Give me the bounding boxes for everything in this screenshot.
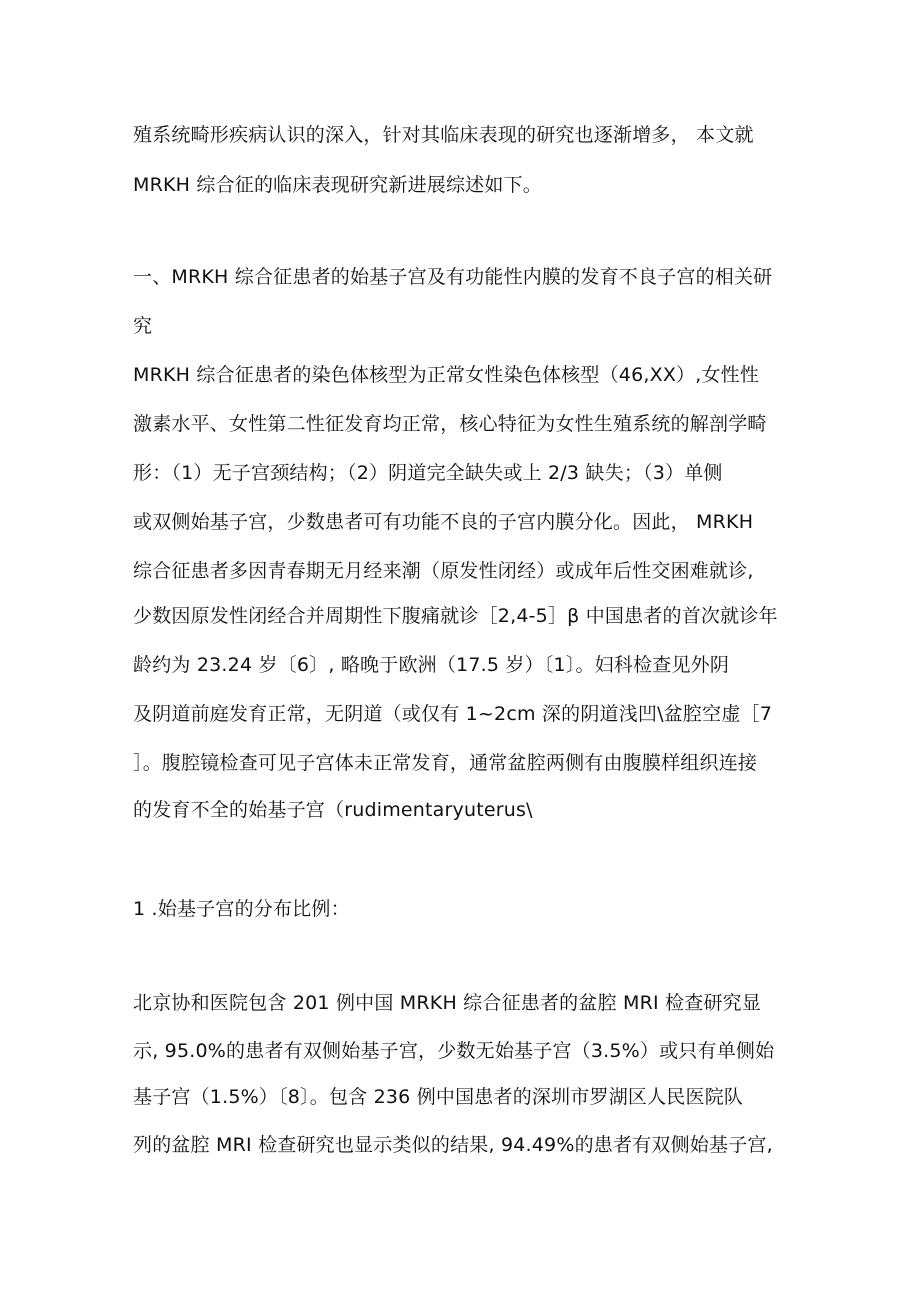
body-line: 激素水平、女性第二性征发育均正常，核心特征为女性生殖系统的解剖学畸 [133, 413, 767, 435]
body-line: 综合征患者多因青春期无月经来潮（原发性闭经）或成年后性交困难就诊, [133, 560, 754, 582]
body-line: ］。腹腔镜检查可见子宫体未正常发育，通常盆腔两侧有由腹膜样组织连接 [133, 752, 758, 774]
section-heading: 一、MRKH 综合征患者的始基子宫及有功能性内膜的发育不良子宫的相关研 [133, 266, 773, 288]
subsection-heading: 1 .始基子宫的分布比例： [133, 898, 350, 920]
body-line: 龄约为 23.24 岁〔6〕, 略晚于欧洲（17.5 岁）〔1〕。妇科检查见外阴 [133, 654, 730, 676]
body-line: 少数因原发性闭经合并周期性下腹痛就诊［2,4-5］β 中国患者的首次就诊年 [133, 605, 778, 627]
body-line: MRKH 综合征患者的染色体核型为正常女性染色体核型（46,XX）,女性性 [133, 364, 760, 386]
intro-line: MRKH 综合征的临床表现研究新进展综述如下。 [133, 174, 542, 196]
body-line: 或双侧始基子宫，少数患者可有功能不良的子宫内膜分化。因此， MRKH [133, 511, 754, 533]
body-line: 基子宫（1.5%）〔8〕。包含 236 例中国患者的深圳市罗湖区人民医院队 [133, 1086, 744, 1108]
section-heading: 究 [133, 315, 153, 337]
body-line: 的发育不全的始基子宫（rudimentaryuterus\ [133, 799, 533, 821]
body-line: 北京协和医院包含 201 例中国 MRKH 综合征患者的盆腔 MRI 检查研究显 [133, 992, 762, 1014]
body-line: 列的盆腔 MRI 检查研究也显示类似的结果, 94.49%的患者有双侧始基子宫, [133, 1134, 773, 1156]
body-line: 形：（1）无子宫颈结构；（2）阴道完全缺失或上 2/3 缺失；（3）单侧 [133, 462, 723, 484]
body-line: 及阴道前庭发育正常，无阴道（或仅有 1~2cm 深的阴道浅凹\盆腔空虚［7 [133, 703, 773, 725]
intro-line: 殖系统畸形疾病认识的深入，针对其临床表现的研究也逐渐增多， 本文就 [133, 124, 754, 146]
body-line: 示, 95.0%的患者有双侧始基子宫，少数无始基子宫（3.5%）或只有单侧始 [133, 1040, 775, 1062]
